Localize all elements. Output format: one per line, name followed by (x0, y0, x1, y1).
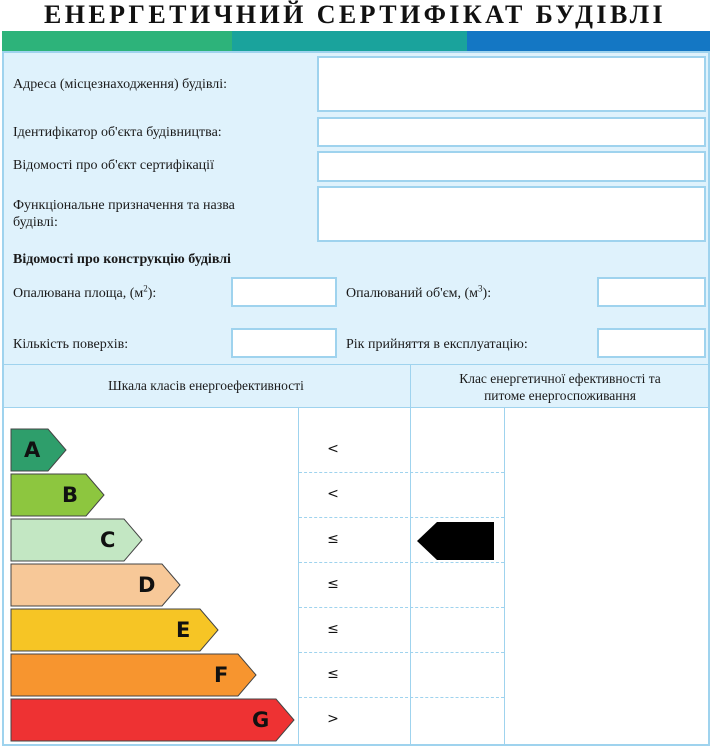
scale-row-separator (299, 652, 504, 653)
scale-row-separator (299, 697, 504, 698)
header-band-teal (232, 31, 467, 51)
scale-col-divider-3 (504, 408, 505, 744)
energy-class-b-arrow (10, 473, 106, 517)
scale-row-separator (299, 562, 504, 563)
info-label: Відомості про об'єкт сертифікації (13, 158, 214, 173)
energy-class-g-letter: G (252, 708, 270, 732)
table-top-border (2, 364, 710, 365)
scale-row-separator (299, 472, 504, 473)
purpose-label-line2: будівлі: (13, 215, 58, 230)
energy-class-d-arrow (10, 563, 182, 607)
scale-col-divider-2 (410, 408, 411, 744)
energy-class-d-letter: D (138, 573, 156, 597)
identifier-label: Ідентифікатор об'єкта будівництва: (13, 125, 222, 140)
energy-class-e-arrow (10, 608, 220, 652)
heated-volume-label: Опалюваний об'єм, $(м^3)$: (346, 283, 492, 301)
energy-class-e-comparator: ≤ (327, 621, 339, 637)
energy-class-a-arrow (10, 428, 68, 472)
energy-class-indicator (417, 521, 495, 561)
heated-area-field[interactable] (231, 277, 337, 307)
scale-header-right-line2: питоме енергоспоживання (484, 388, 636, 403)
address-field[interactable] (317, 56, 706, 112)
identifier-field[interactable] (317, 117, 706, 147)
energy-class-d-comparator: ≤ (327, 576, 339, 592)
purpose-field[interactable] (317, 186, 706, 242)
scale-col-divider (298, 408, 299, 744)
energy-class-b-comparator: < (327, 486, 339, 502)
energy-class-a-comparator: < (327, 441, 339, 457)
energy-class-b-letter: B (62, 483, 79, 507)
certificate-title: ЕНЕРГЕТИЧНИЙ СЕРТИФІКАТ БУДІВЛІ (44, 0, 666, 29)
energy-class-f-arrow (10, 653, 258, 697)
floors-field[interactable] (231, 328, 337, 358)
construction-heading: Відомості про конструкцію будівлі (13, 252, 231, 267)
heated-area-label: Опалювана площа, $(м^2)$: (13, 283, 157, 301)
address-label: Адреса (місцезнаходження) будівлі: (13, 77, 228, 92)
floors-label: Кількість поверхів: (13, 337, 129, 352)
scale-row-separator (299, 517, 504, 518)
energy-class-c-comparator: ≤ (327, 531, 339, 547)
heated-volume-field[interactable] (597, 277, 706, 307)
energy-class-g-comparator: > (327, 711, 339, 727)
scale-row-separator (299, 607, 504, 608)
energy-class-a-letter: A (24, 438, 41, 462)
purpose-label-line1: Функціональне призначення та назва (13, 198, 235, 213)
energy-class-g-arrow (10, 698, 296, 742)
header-band-green (2, 31, 232, 51)
energy-class-f-letter: F (214, 663, 229, 687)
scale-header-right-line1: Клас енергетичної ефективності та (459, 371, 661, 386)
header-band-blue (467, 31, 710, 51)
info-field[interactable] (317, 151, 706, 182)
energy-class-c-arrow (10, 518, 144, 562)
energy-class-e-letter: E (176, 618, 191, 642)
energy-class-c-letter: C (100, 528, 116, 552)
energy-class-f-comparator: ≤ (327, 666, 339, 682)
year-field[interactable] (597, 328, 706, 358)
year-label: Рік прийняття в експлуатацію: (346, 337, 528, 352)
scale-header-left: Шкала класів енергоефективності (108, 378, 304, 393)
